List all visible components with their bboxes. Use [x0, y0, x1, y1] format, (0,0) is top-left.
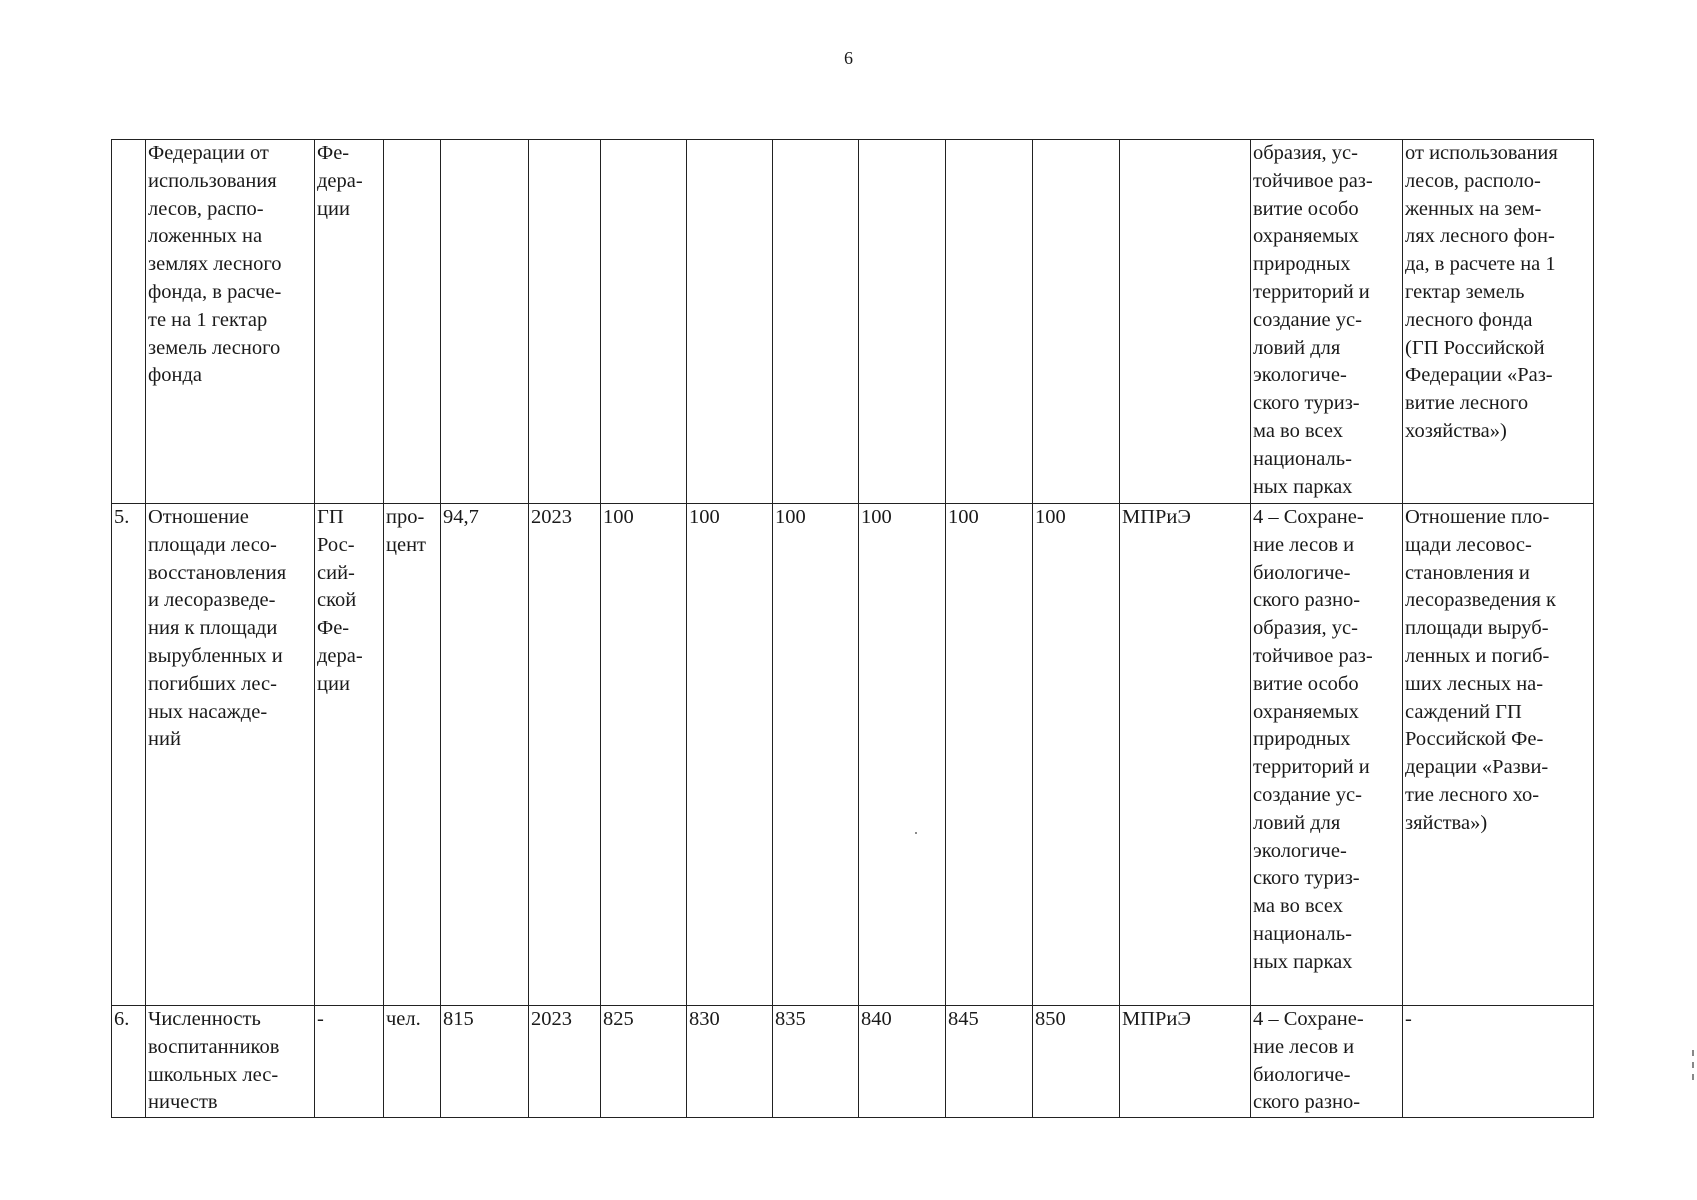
value-year-1-cell	[601, 504, 687, 1006]
value-year-2-cell	[687, 140, 773, 504]
cell-text-line: витие особо	[1253, 197, 1359, 220]
cell-text-line: дера-	[317, 644, 363, 667]
cell-text-line: ничеств	[148, 1091, 218, 1114]
base-year-cell	[529, 1006, 601, 1118]
cell-text-line: вырубленных и	[148, 644, 283, 667]
indicator-relation-cell	[1403, 140, 1594, 504]
cell-text: 830	[689, 1008, 720, 1030]
cell-text-line: образия, ус-	[1253, 617, 1358, 640]
base-value-cell	[441, 1006, 529, 1118]
cell-text-line: -	[1405, 1008, 1412, 1030]
value-year-3-cell	[773, 504, 859, 1006]
cell-text: 100	[1035, 506, 1066, 528]
cell-text-line: витие особо	[1253, 672, 1359, 695]
cell-text-line: экологиче-	[1253, 364, 1347, 387]
cell-text: 100	[775, 506, 806, 528]
cell-text: 5.	[114, 506, 130, 528]
cell-text-line: Федерации от	[148, 142, 269, 164]
indicator-name-cell	[146, 1006, 315, 1118]
cell-text-line: ма во всех	[1253, 895, 1343, 918]
cell-text-line: националь-	[1253, 447, 1352, 470]
cell-text-line: экологиче-	[1253, 839, 1347, 862]
cell-text-line: лесов, располо-	[1405, 169, 1541, 192]
cell-text-line: использования	[148, 169, 277, 192]
table-row	[112, 140, 1594, 504]
cell-text-line: ний	[148, 728, 181, 751]
cell-text-line: те на 1 гектар	[148, 308, 268, 331]
base-year-cell	[529, 140, 601, 504]
cell-text-line: лесоразведения к	[1405, 589, 1557, 612]
cell-text-line: Отношение	[148, 506, 249, 528]
cell-text-line: лях лесного фон-	[1405, 225, 1555, 248]
cell-text-line: дерации «Разви-	[1405, 756, 1549, 779]
cell-text-line: воспитанников	[148, 1035, 280, 1058]
value-year-6-cell	[1033, 504, 1120, 1006]
cell-text-line: ской	[317, 589, 357, 612]
cell-text-line: ловий для	[1253, 811, 1341, 834]
cell-text: 835	[775, 1008, 806, 1030]
value-year-4-cell	[859, 504, 946, 1006]
cell-text-line: ных парках	[1253, 950, 1353, 973]
cell-text-line: биологиче-	[1253, 561, 1351, 584]
cell-text-line: и лесоразведе-	[148, 589, 276, 612]
value-year-6-cell	[1033, 140, 1120, 504]
cell-text: МПРиЭ	[1122, 1008, 1191, 1030]
cell-text: 840	[861, 1008, 892, 1030]
cell-text-line: погибших лес-	[148, 672, 277, 695]
cell-text-line: про-	[386, 506, 425, 528]
indicators-table	[111, 139, 1594, 1118]
cell-text-line: землях лесного	[148, 253, 282, 276]
responsible-cell	[1120, 504, 1251, 1006]
base-value-cell	[441, 140, 529, 504]
row-number-cell	[112, 1006, 146, 1118]
cell-text-line: площади лесо-	[148, 533, 277, 556]
cell-text-line: образия, ус-	[1253, 142, 1358, 164]
cell-text-line: ния к площади	[148, 617, 278, 640]
cell-text: 100	[861, 506, 892, 528]
cell-text-line: биологиче-	[1253, 1063, 1351, 1086]
cell-text: 850	[1035, 1008, 1066, 1030]
indicator-relation-cell	[1403, 1006, 1594, 1118]
cell-text-line: ленных и погиб-	[1405, 644, 1550, 667]
base-year-cell	[529, 504, 601, 1006]
cell-text-line: саждений ГП	[1405, 700, 1522, 723]
cell-text: 825	[603, 1008, 634, 1030]
cell-text-line: ГП	[317, 506, 344, 528]
table-row	[112, 504, 1594, 1006]
cell-text-line: Отношение пло-	[1405, 506, 1550, 528]
value-year-1-cell	[601, 140, 687, 504]
cell-text-line: охраняемых	[1253, 700, 1359, 723]
cell-text-line: создание ус-	[1253, 308, 1362, 331]
value-year-5-cell	[946, 140, 1033, 504]
cell-text-line: ловий для	[1253, 336, 1341, 359]
base-value-cell	[441, 504, 529, 1006]
cell-text-line: охраняемых	[1253, 225, 1359, 248]
cell-text-line: ных парках	[1253, 475, 1353, 498]
cell-text-line: витие лесного	[1405, 392, 1529, 415]
cell-text-line: хозяйства»)	[1405, 419, 1507, 442]
cell-text-line: ции	[317, 197, 350, 220]
value-year-3-cell	[773, 1006, 859, 1118]
value-year-1-cell	[601, 1006, 687, 1118]
cell-text-line: ние лесов и	[1253, 533, 1355, 556]
cell-text-line: территорий и	[1253, 756, 1370, 779]
cell-text-line: ших лесных на-	[1405, 672, 1544, 695]
indicator-name-cell	[146, 140, 315, 504]
cell-text-line: природных	[1253, 253, 1351, 276]
value-year-5-cell	[946, 504, 1033, 1006]
cell-text-line: 4 – Сохране-	[1253, 506, 1364, 528]
row-number-cell	[112, 504, 146, 1006]
cell-text-line: школьных лес-	[148, 1063, 279, 1086]
cell-text-line: ского разно-	[1253, 1091, 1361, 1114]
cell-text-line: Рос-	[317, 533, 355, 556]
cell-text: 94,7	[443, 506, 479, 528]
cell-text: 100	[603, 506, 634, 528]
cell-text-line: ского туриз-	[1253, 392, 1360, 415]
cell-text-line: сий-	[317, 561, 355, 584]
cell-text-line: становления и	[1405, 561, 1530, 584]
value-year-5-cell	[946, 1006, 1033, 1118]
cell-text-line: лесного фонда	[1405, 308, 1533, 331]
value-year-2-cell	[687, 1006, 773, 1118]
cell-text-line: женных на зем-	[1405, 197, 1542, 220]
document-source-cell	[315, 140, 384, 504]
cell-text: 815	[443, 1008, 474, 1030]
document-source-cell	[315, 1006, 384, 1118]
cell-text-line: Фе-	[317, 617, 350, 640]
cell-text-line: да, в расчете на 1	[1405, 253, 1556, 276]
cell-text-line: от использования	[1405, 142, 1558, 164]
cell-text: 6.	[114, 1008, 130, 1030]
row-number-cell	[112, 140, 146, 504]
cell-text-line: -	[317, 1008, 324, 1030]
cell-text-line: 4 – Сохране-	[1253, 1008, 1364, 1030]
cell-text: 2023	[531, 506, 572, 528]
cell-text: МПРиЭ	[1122, 506, 1191, 528]
cell-text-line: зяйства»)	[1405, 811, 1488, 834]
scan-speck	[915, 832, 917, 834]
document-source-cell	[315, 504, 384, 1006]
value-year-4-cell	[859, 1006, 946, 1118]
scan-margin-marks	[1692, 1050, 1695, 1086]
cell-text-line: Численность	[148, 1008, 261, 1030]
cell-text-line: дера-	[317, 169, 363, 192]
cell-text-line: Федерации «Раз-	[1405, 364, 1553, 387]
cell-text-line: территорий и	[1253, 280, 1370, 303]
cell-text-line: ции	[317, 672, 350, 695]
cell-text-line: Российской Фе-	[1405, 728, 1544, 751]
cell-text: 845	[948, 1008, 979, 1030]
cell-text-line: тие лесного хо-	[1405, 783, 1540, 806]
value-year-6-cell	[1033, 1006, 1120, 1118]
cell-text-line: ных насажде-	[148, 700, 268, 723]
cell-text-line: ние лесов и	[1253, 1035, 1355, 1058]
cell-text-line: природных	[1253, 728, 1351, 751]
cell-text-line: ского разно-	[1253, 589, 1361, 612]
unit-cell	[384, 504, 441, 1006]
cell-text-line: националь-	[1253, 922, 1352, 945]
cell-text-line: земель лесного	[148, 336, 281, 359]
goal-link-cell	[1251, 1006, 1403, 1118]
cell-text-line: площади выруб-	[1405, 617, 1549, 640]
cell-text-line: цент	[386, 533, 426, 556]
cell-text-line: фонда, в расче-	[148, 280, 282, 303]
cell-text-line: восстановления	[148, 561, 287, 584]
cell-text-line: (ГП Российской	[1405, 336, 1545, 359]
goal-link-cell	[1251, 504, 1403, 1006]
value-year-3-cell	[773, 140, 859, 504]
cell-text-line: ского туриз-	[1253, 867, 1360, 890]
table-row	[112, 1006, 1594, 1118]
cell-text: 100	[689, 506, 720, 528]
indicator-name-cell	[146, 504, 315, 1006]
unit-cell	[384, 140, 441, 504]
page-number: 6	[844, 48, 853, 68]
indicator-relation-cell	[1403, 504, 1594, 1006]
cell-text-line: чел.	[386, 1008, 421, 1030]
cell-text: 100	[948, 506, 979, 528]
value-year-4-cell	[859, 140, 946, 504]
value-year-2-cell	[687, 504, 773, 1006]
responsible-cell	[1120, 1006, 1251, 1118]
responsible-cell	[1120, 140, 1251, 504]
cell-text-line: фонда	[148, 364, 203, 387]
cell-text-line: тойчивое раз-	[1253, 169, 1373, 192]
cell-text-line: ложенных на	[148, 225, 263, 248]
cell-text-line: щади лесовос-	[1405, 533, 1532, 556]
goal-link-cell	[1251, 140, 1403, 504]
cell-text: 2023	[531, 1008, 572, 1030]
cell-text-line: Фе-	[317, 142, 350, 164]
unit-cell	[384, 1006, 441, 1118]
cell-text-line: тойчивое раз-	[1253, 644, 1373, 667]
cell-text-line: ма во всех	[1253, 419, 1343, 442]
cell-text-line: лесов, распо-	[148, 197, 264, 220]
cell-text-line: создание ус-	[1253, 783, 1362, 806]
cell-text-line: гектар земель	[1405, 280, 1525, 303]
